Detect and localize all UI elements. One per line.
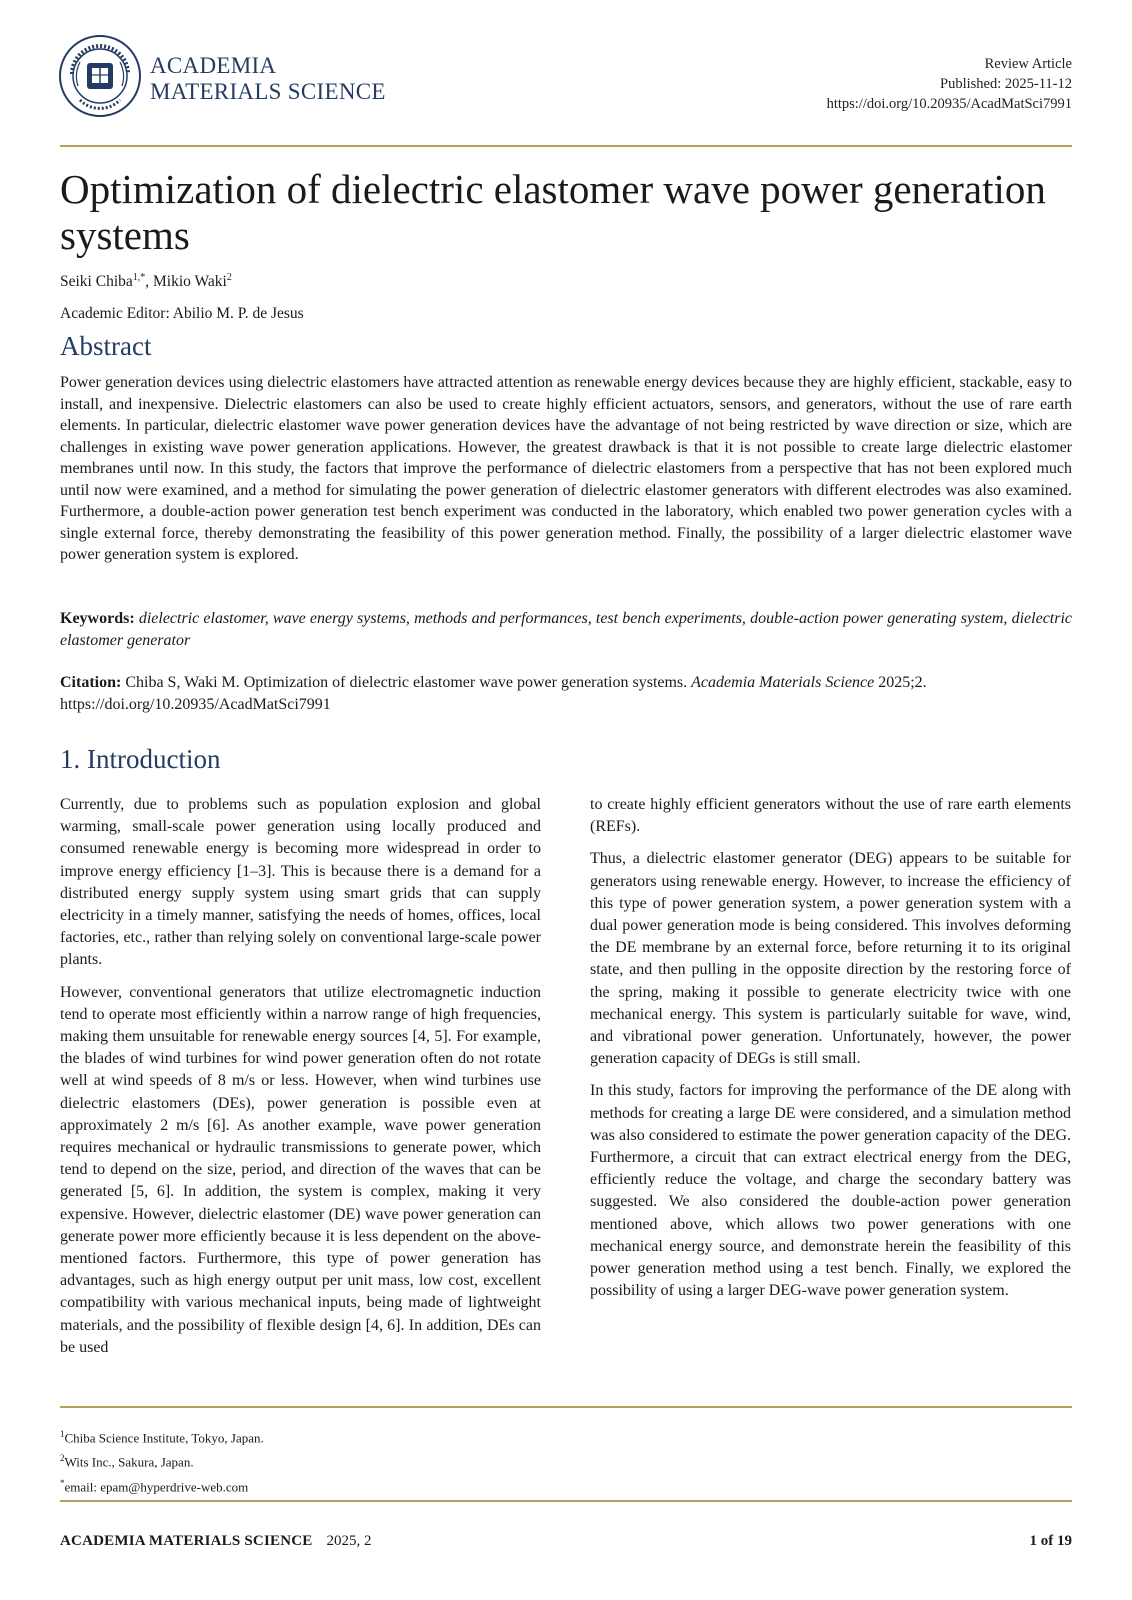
author-name: Seiki Chiba <box>60 273 133 291</box>
author-list <box>60 272 232 291</box>
academic-editor: Academic Editor: Abilio M. P. de Jesus <box>60 305 304 322</box>
footer-journal <box>60 1533 371 1550</box>
header-divider <box>60 145 1072 147</box>
intro-right-column <box>590 794 1071 1312</box>
journal-seal-logo <box>58 34 142 118</box>
footnote-text: Chiba Science Institute, Tokyo, Japan. <box>64 1430 264 1446</box>
intro-paragraph: Currently, due to problems such as population explosion and global warming, small-scale power generation using locally produced and consumed renewable energy is becoming more widespread in order to improve energy efficiency [1–3]. This is because there is a demand for a distributed energy supply system using smart grids that can supply electricity in a timely manner, satisfying the needs of homes, offices, local factories, etc., rather than relying solely on conventional large-scale power plants. <box>60 796 541 969</box>
footnote-affiliation-1 <box>60 1424 264 1448</box>
page-number: 1 of 19 <box>1029 1533 1072 1549</box>
keywords <box>60 608 1072 651</box>
footer-divider <box>60 1500 1072 1502</box>
abstract-heading: Abstract <box>60 331 152 361</box>
footnote-email <box>60 1473 264 1497</box>
footnote-text: email: epam@hyperdrive-web.com <box>64 1478 249 1494</box>
doi-link[interactable]: https://doi.org/10.20935/AcadMatSci7991 <box>826 96 1072 112</box>
author-affiliation-marker: 1,* <box>132 272 146 283</box>
footnote-affiliation-2 <box>60 1448 264 1472</box>
article-title: Optimization of dielectric elastomer wave power generation systems <box>60 166 1046 258</box>
footnote-marker: 1 <box>60 1429 65 1439</box>
author-separator: , <box>145 273 154 291</box>
citation-volume: 2025;2. <box>878 674 927 691</box>
footnote-marker: 2 <box>60 1453 65 1464</box>
published-date: Published: 2025-11-12 <box>940 76 1072 92</box>
keywords-label: Keywords: <box>60 610 135 627</box>
citation <box>60 672 1072 715</box>
footnote-text: Wits Inc., Sakura, Japan. <box>64 1454 194 1470</box>
footer-journal-name: ACADEMIA MATERIALS SCIENCE <box>60 1533 313 1549</box>
footnotes <box>60 1424 264 1497</box>
abstract-text: Power generation devices using dielectric elastomers have attracted attention as renewable energy devices because they are highly efficient, stackable, easy to install, and inexpensive. Dielectric elastomers can also be used to create highly efficient actuators, sensors, and generators, without the use of rare earth elements. In particular, dielectric elastomer wave power generation devices have the advantage of not being restricted by wave direction or size, which are challenges in existing wave power generation applications. However, the greatest drawback is that it is not possible to create large dielectric elastomer membranes until now. In this study, the factors that improve the performance of dielectric elastomers from a perspective that has not been explored much until now were examined, and a method for simulating the power generation of dielectric elastomer generators with different electrodes was also examined. Furthermore, a double-action power generation test bench experiment was conducted in the laboratory, which enabled two power generation cycles with a single external force, thereby demonstrating the feasibility of this power generation method. Finally, the possibility of a larger dielectric elastomer wave power generation system is explored. <box>60 374 1072 563</box>
author-affiliation-marker: 2 <box>226 272 232 283</box>
article-meta <box>827 54 1072 114</box>
article-type: Review Article <box>984 56 1072 72</box>
introduction-heading: 1. Introduction <box>60 744 221 774</box>
footnote-marker: * <box>60 1477 65 1488</box>
footer-year-issue: 2025, 2 <box>326 1533 372 1549</box>
intro-left-column <box>60 794 541 1369</box>
journal-name <box>150 53 386 105</box>
footnote-divider <box>60 1406 1072 1408</box>
intro-paragraph: However, conventional generators that utilize electromagnetic induction tend to operate most efficiently within a narrow range of high frequencies, making them unsuitable for renewable energy sources [4, 5]. For example, the blades of wind turbines for wind power generation often do not rotate well at wind speeds of 8 m/s or less. However, when wind turbines use dielectric elastomers (DEs), power generation is possible even at approximately 2 m/s [6]. As another example, wave power generation requires mechanical or hydraulic transmissions to generate power, which tend to depend on the size, period, and direction of the waves that can be generated [5, 6]. In addition, the system is complex, making it very expensive. However, dielectric elastomer (DE) wave power generation can generate power more efficiently because it is less dependent on the above-mentioned factors. Furthermore, this type of power generation has advantages, such as high energy output per unit mass, low cost, excellent compatibility with various mechanical inputs, being made of lightweight materials, and the possibility of flexible design [4, 6]. In addition, DEs can be used <box>60 983 541 1356</box>
intro-paragraph: In this study, factors for improving the performance of the DE along with methods for creating a large DE were considered, and a simulation method was also considered to estimate the power generation capacity of the DEG. Furthermore, a circuit that can extract electrical energy from the DEG, efficiently reduce the voltage, and charge the secondary battery was suggested. We also considered the double-action power generation mentioned above, which allows two power generations with one mechanical energy source, and demonstrate herein the feasibility of this power generation method using a test bench. Finally, we explored the possibility of using a larger DEG-wave power generation system. <box>590 1082 1071 1300</box>
citation-journal: Academia Materials Science <box>691 674 875 691</box>
journal-name-line1: ACADEMIA <box>150 53 277 78</box>
citation-label: Citation: <box>60 674 122 691</box>
intro-paragraph: to create highly efficient generators without the use of rare earth elements (REFs). <box>590 796 1071 836</box>
citation-text: Chiba S, Waki M. Optimization of dielectric elastomer wave power generation systems. <box>125 674 688 691</box>
citation-doi[interactable]: https://doi.org/10.20935/AcadMatSci7991 <box>60 695 331 713</box>
author-name: Mikio Waki <box>153 273 227 291</box>
journal-name-line2: MATERIALS SCIENCE <box>150 79 386 104</box>
keywords-text: dielectric elastomer, wave energy systems, methods and performances, test bench experiments, double-action power generating system, dielectric elastomer generator <box>60 610 1073 649</box>
intro-paragraph: Thus, a dielectric elastomer generator (DEG) appears to be suitable for generators using renewable energy. However, to increase the efficiency of this type of power generation system, a power generation system with a dual power generation mode is being considered. This involves deforming the DE membrane by an external force, before returning it to its original state, and then pulling in the opposite direction by the restoring force of the spring, making it possible to generate electricity twice with one mechanical energy. This system is particularly suitable for wave, wind, and vibrational power generation. Unfortunately, however, the power generation capacity of DEGs is still small. <box>590 850 1071 1068</box>
